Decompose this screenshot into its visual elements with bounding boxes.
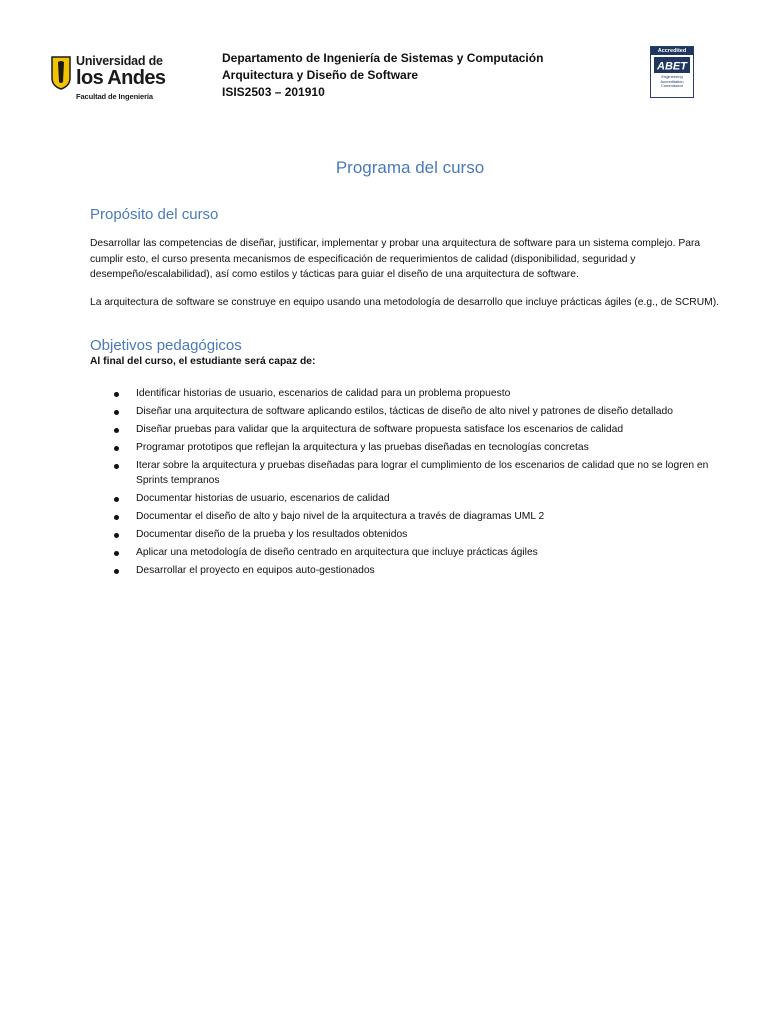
list-item bbox=[114, 509, 728, 525]
document-header bbox=[222, 50, 543, 101]
abet-accreditation-badge bbox=[650, 46, 694, 98]
list-item-text: Desarrollar el proyecto en equipos auto-gestionados bbox=[136, 564, 375, 576]
abet-sub-line-2: Accreditation bbox=[660, 78, 684, 84]
objectives-intro: Al final del curso, el estudiante será capaz de: bbox=[90, 356, 316, 367]
header-course-name: Arquitectura y Diseño de Software bbox=[222, 68, 419, 82]
list-item bbox=[114, 386, 728, 402]
university-shield-icon bbox=[50, 56, 72, 90]
university-logo bbox=[50, 55, 168, 105]
header-course-code: ISIS2503 – 201910 bbox=[222, 85, 325, 99]
list-item-text: Documentar diseño de la prueba y los resultados obtenidos bbox=[136, 528, 408, 540]
abet-mark-text: ABET bbox=[657, 60, 687, 73]
abet-sub-line-3: Commission bbox=[660, 83, 683, 89]
list-item bbox=[114, 545, 728, 561]
section-heading-purpose: Propósito del curso bbox=[90, 206, 219, 223]
bullet-icon bbox=[114, 464, 119, 469]
bullet-icon bbox=[114, 497, 119, 502]
list-item-text: Documentar el diseño de alto y bajo nivel de la arquitectura a través de diagramas UML 2 bbox=[136, 510, 545, 522]
list-item bbox=[114, 527, 728, 543]
objectives-list bbox=[114, 386, 728, 580]
list-item-text: Programar prototipos que reflejan la arquitectura y las pruebas diseñadas en tecnologías concretas bbox=[136, 441, 589, 453]
bullet-icon bbox=[114, 392, 119, 397]
abet-sub-line-1: Engineering bbox=[661, 74, 683, 79]
bullet-icon bbox=[114, 569, 119, 574]
list-item-text: Documentar historias de usuario, escenarios de calidad bbox=[136, 492, 390, 504]
purpose-paragraph-2: La arquitectura de software se construye en equipo usando una metodología de desarrollo que incluye prácticas ágiles (e.g., de SCRUM). bbox=[90, 297, 720, 308]
list-item bbox=[114, 563, 728, 579]
bullet-icon bbox=[114, 428, 119, 433]
list-item-text: Diseñar pruebas para validar que la arquitectura de software propuesta satisface los escenarios de calidad bbox=[136, 423, 624, 435]
abet-accredited-label: Accredited bbox=[651, 47, 693, 55]
list-item bbox=[114, 440, 728, 456]
logo-line-faculty: Facultad de Ingeniería bbox=[76, 91, 153, 101]
list-item-text: Diseñar una arquitectura de software aplicando estilos, tácticas de diseño de alto nivel y patrones de diseño detallado bbox=[136, 405, 673, 417]
list-item bbox=[114, 491, 728, 507]
bullet-icon bbox=[114, 410, 119, 415]
purpose-paragraph-1: Desarrollar las competencias de diseñar, justificar, implementar y probar una arquitectura de software para un sistema complejo. Para cumplir esto, el curso presenta mecanismos de especificación de requerimientos de calidad (disponibilidad, seguridad y desempeño/escalabilidad), así como estilos y tácticas para guiar el diseño de una arquitectura de software. bbox=[90, 238, 701, 280]
logo-line-name: los Andes bbox=[76, 66, 166, 89]
document-title: Programa del curso bbox=[335, 158, 485, 177]
list-item-text: Aplicar una metodología de diseño centrado en arquitectura que incluye prácticas ágiles bbox=[136, 546, 538, 558]
list-item bbox=[114, 404, 728, 420]
abet-logo-icon bbox=[654, 57, 690, 73]
bullet-icon bbox=[114, 446, 119, 451]
logo-line-university: Universidad de bbox=[76, 54, 163, 68]
bullet-icon bbox=[114, 515, 119, 520]
bullet-icon bbox=[114, 551, 119, 556]
bullet-icon bbox=[114, 533, 119, 538]
abet-commission-text bbox=[660, 75, 683, 89]
list-item-text: Identificar historias de usuario, escenarios de calidad para un problema propuesto bbox=[136, 388, 511, 399]
list-item bbox=[114, 458, 728, 489]
section-heading-objectives: Objetivos pedagógicos bbox=[90, 337, 242, 354]
list-item bbox=[114, 422, 728, 438]
header-department: Departamento de Ingeniería de Sistemas y Computación bbox=[222, 51, 544, 65]
list-item-text: Iterar sobre la arquitectura y pruebas diseñadas para lograr el cumplimiento de los escenarios de calidad que no se logren en Sprints tempranos bbox=[136, 459, 709, 487]
